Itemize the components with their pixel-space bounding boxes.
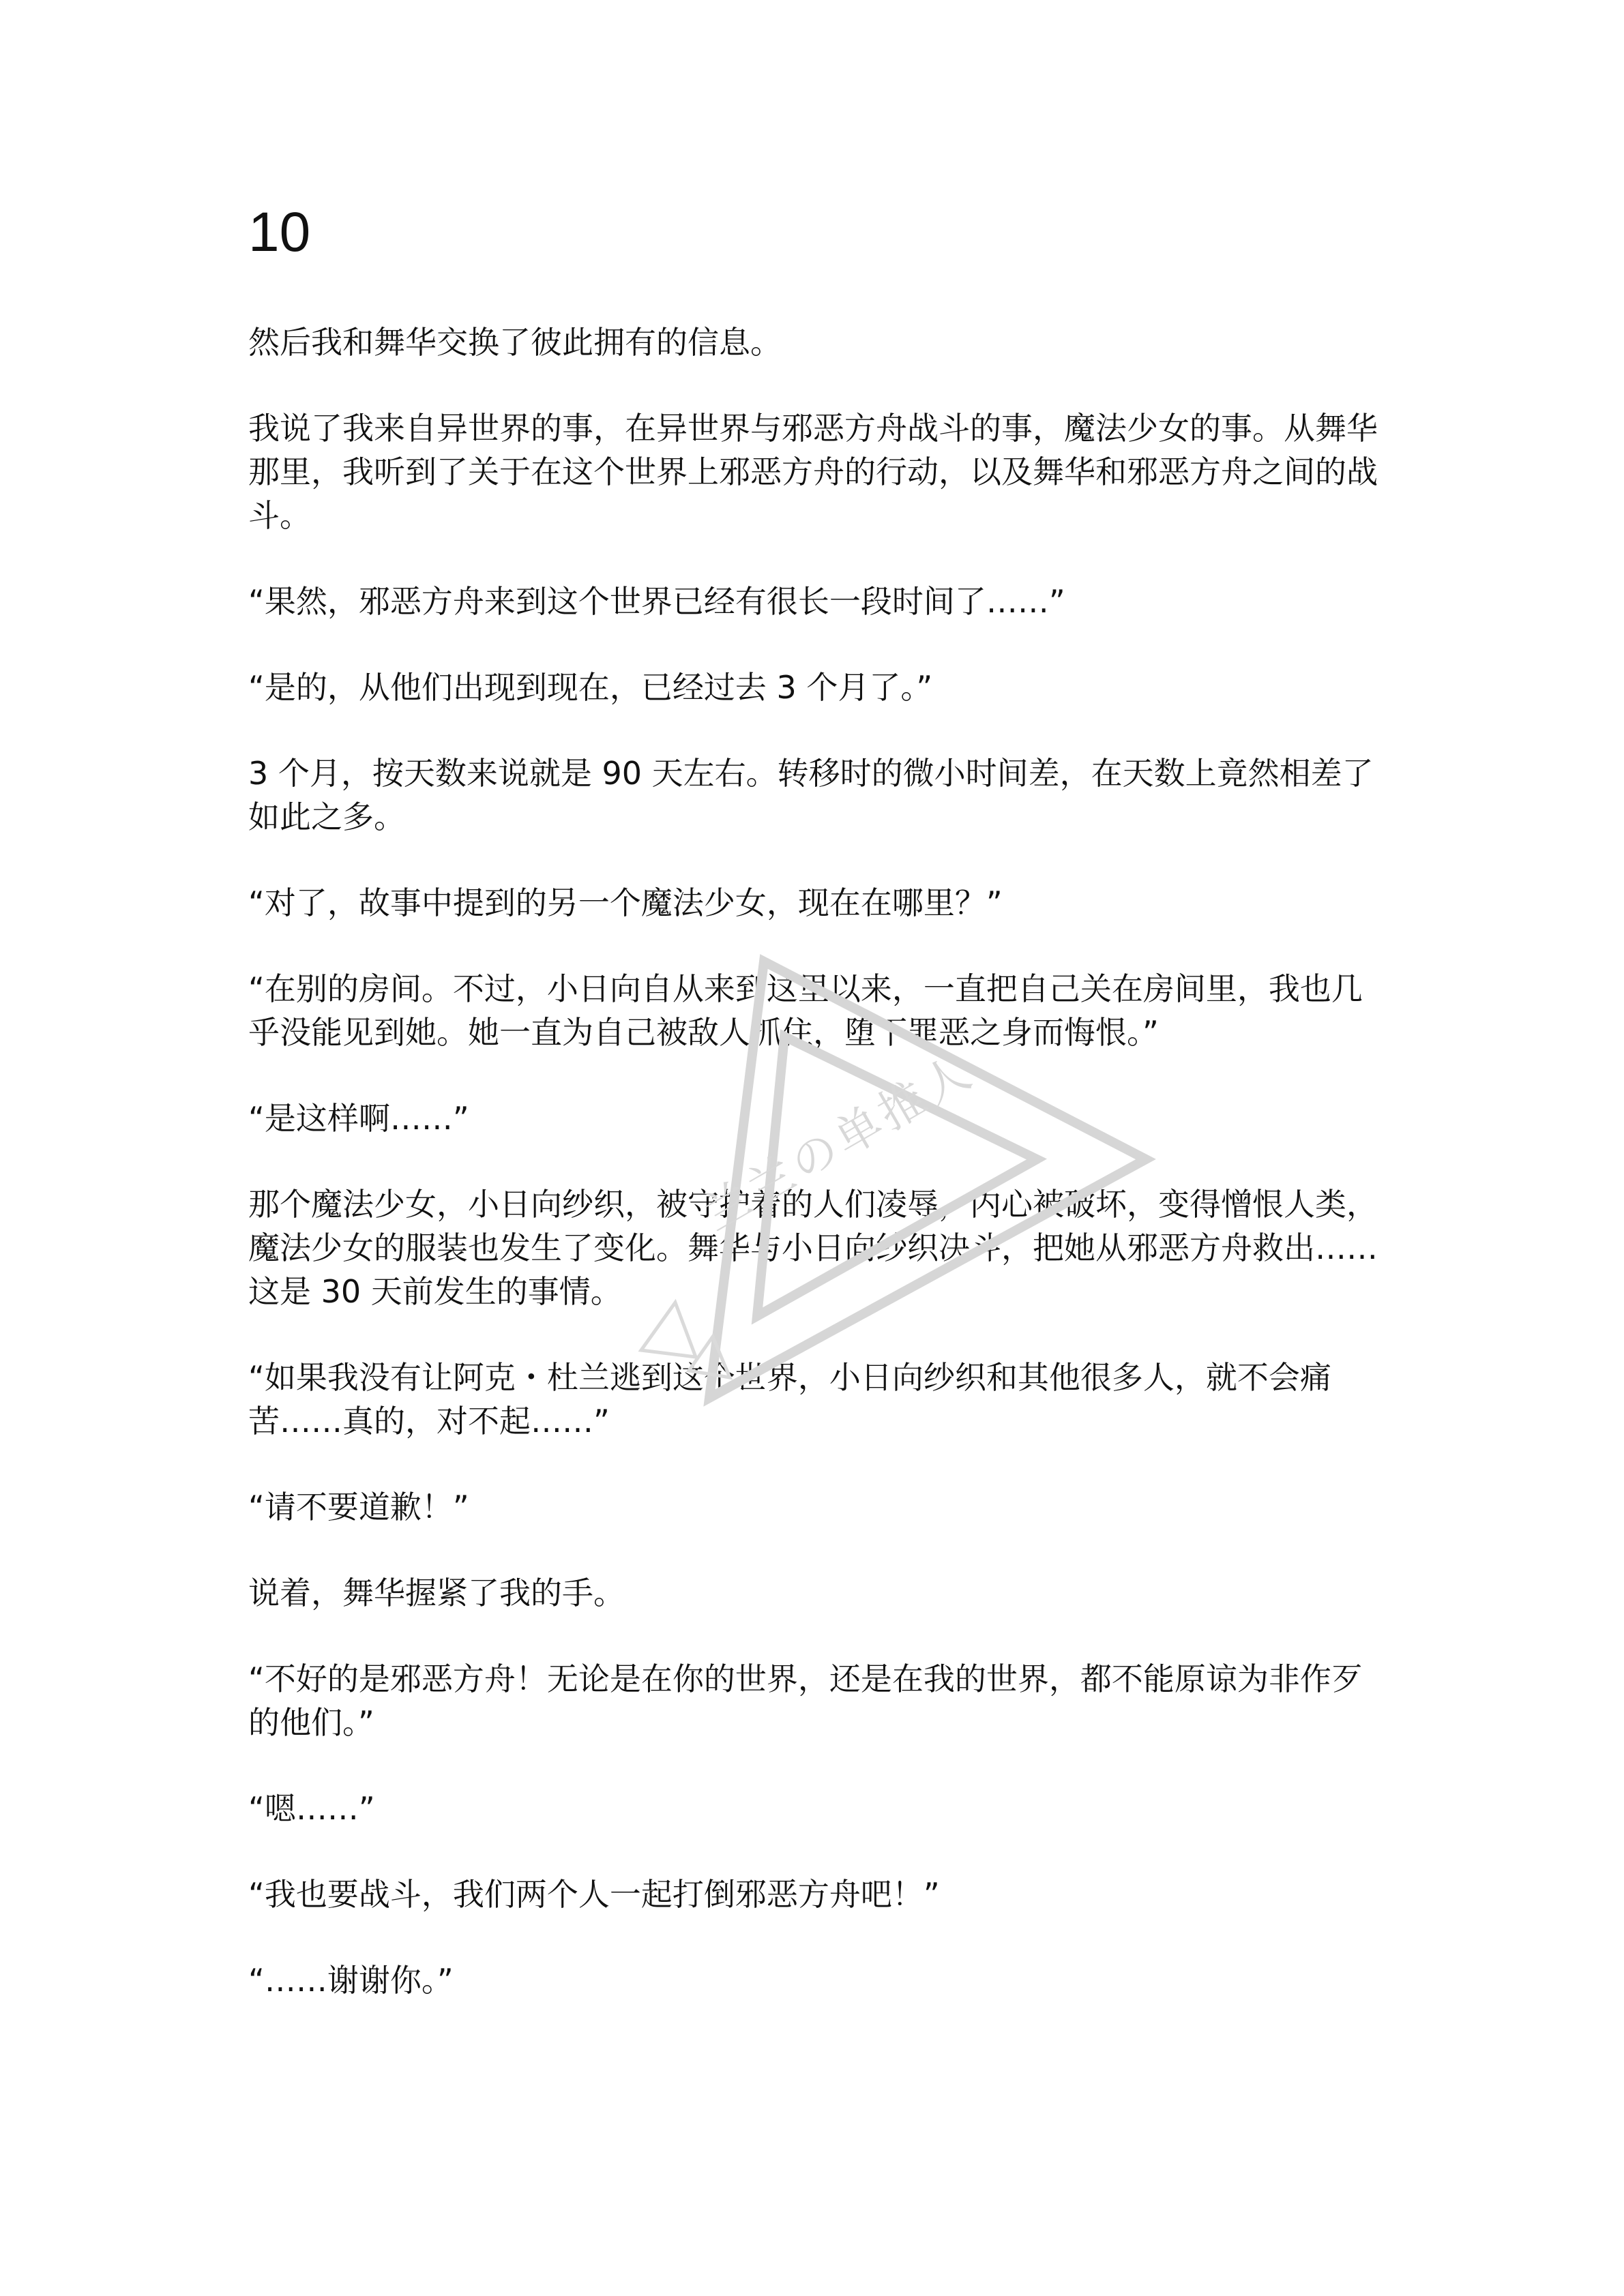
paragraph: “是这样啊……”	[248, 1100, 469, 1137]
paragraph: 然后我和舞华交换了彼此拥有的信息。	[248, 324, 782, 361]
paragraph: “是的，从他们出现到现在，已经过去 3 个月了。”	[248, 669, 933, 706]
paragraph: 那个魔法少女，小日向纱织，被守护着的人们凌辱，内心被破坏，变得憎恨人类，魔法少女的服装也发生了变化。舞华与小日向纱织决斗，把她从邪恶方舟救出……这是 30 天前发生的事情。	[248, 1186, 1378, 1310]
paragraph: “……谢谢你。”	[248, 1962, 454, 1999]
chapter-number: 10	[248, 201, 311, 263]
paragraph: “果然，邪恶方舟来到这个世界已经有很长一段时间了……”	[248, 583, 1065, 620]
watermark-text: 兰兰の单推人	[694, 1043, 984, 1242]
paragraph: 3 个月，按天数来说就是 90 天左右。转移时的微小时间差，在天数上竟然相差了如此之多。	[248, 755, 1374, 835]
paragraph: “我也要战斗，我们两个人一起打倒邪恶方舟吧！”	[248, 1876, 940, 1913]
paragraph: “嗯……”	[248, 1790, 375, 1827]
paragraph: 说着，舞华握紧了我的手。	[248, 1575, 625, 1611]
paragraph: “如果我没有让阿克・杜兰逃到这个世界，小日向纱织和其他很多人，就不会痛苦……真的，对不起……”	[248, 1359, 1331, 1440]
paragraph: “在别的房间。不过，小日向自从来到这里以来，一直把自己关在房间里，我也几乎没能见到她。她一直为自己被敌人抓住，堕下罪恶之身而悔恨。”	[248, 970, 1363, 1051]
paragraph: “不好的是邪恶方舟！无论是在你的世界，还是在我的世界，都不能原谅为非作歹的他们。”	[248, 1660, 1363, 1741]
paragraph: “对了，故事中提到的另一个魔法少女，现在在哪里？”	[248, 884, 1003, 921]
paragraph: 我说了我来自异世界的事，在异世界与邪恶方舟战斗的事，魔法少女的事。从舞华那里，我听到了关于在这个世界上邪恶方舟的行动，以及舞华和邪恶方舟之间的战斗。	[248, 410, 1378, 534]
paragraph: “请不要道歉！”	[248, 1489, 469, 1525]
